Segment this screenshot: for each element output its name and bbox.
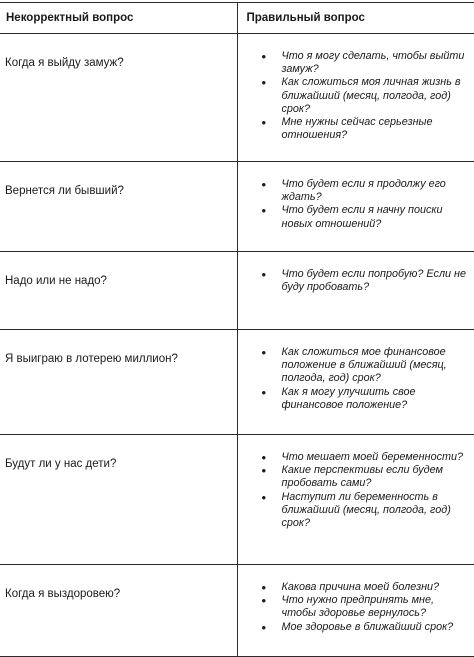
incorrect-question: Надо или не надо?	[0, 252, 237, 288]
incorrect-question-cell	[0, 435, 237, 565]
incorrect-question: Вернется ли бывший?	[0, 162, 237, 198]
list-item: • Какова причина моей болезни?	[282, 581, 467, 594]
table-header-row	[0, 3, 474, 34]
incorrect-question: Когда я выздоровею?	[0, 565, 237, 601]
correct-questions-cell	[237, 565, 474, 657]
list-item: • Наступит ли беременность в ближайший (месяц, полгода, год) срок?	[282, 491, 467, 531]
table-row	[0, 252, 474, 330]
questions-table	[0, 2, 474, 657]
table-row	[0, 565, 474, 657]
header-correct-cell	[237, 3, 474, 34]
header-incorrect-cell	[0, 3, 237, 34]
correct-questions-list	[238, 162, 474, 231]
incorrect-question-cell	[0, 252, 237, 330]
list-item: • Мне нужны сейчас серьезные отношения?	[282, 116, 467, 142]
correct-questions-list	[238, 34, 474, 142]
correct-questions-cell	[237, 252, 474, 330]
correct-questions-cell	[237, 330, 474, 435]
list-item: • Что я могу сделать, чтобы выйти замуж?	[282, 50, 467, 76]
list-item: • Что будет если попробую? Если не буду пробовать?	[282, 268, 467, 294]
list-item: • Что мешает моей беременности?	[282, 451, 467, 464]
table-row	[0, 162, 474, 252]
list-item: • Мое здоровье в ближайший срок?	[282, 621, 467, 634]
correct-questions-list	[238, 330, 474, 412]
correct-questions-list	[238, 435, 474, 530]
list-item: • Как сложиться моя личная жизнь в ближайший (месяц, полгода, год) срок?	[282, 76, 467, 116]
incorrect-question-cell	[0, 34, 237, 162]
incorrect-question-cell	[0, 330, 237, 435]
header-incorrect-label: Некорректный вопрос	[0, 3, 237, 25]
list-item: • Как сложиться мое финансовое положение в ближайший (месяц, полгода, год) срок?	[282, 346, 467, 386]
table-row	[0, 34, 474, 162]
list-item: • Что будет если я продолжу его ждать?	[282, 178, 467, 204]
correct-questions-cell	[237, 34, 474, 162]
incorrect-question: Когда я выйду замуж?	[0, 34, 237, 70]
correct-questions-list	[238, 252, 474, 294]
list-item: • Что будет если я начну поиски новых отношений?	[282, 204, 467, 230]
incorrect-question-cell	[0, 565, 237, 657]
incorrect-question: Я выиграю в лотерею миллион?	[0, 330, 237, 366]
header-correct-label: Правильный вопрос	[238, 3, 474, 25]
list-item: • Как я могу улучшить свое финансовое положение?	[282, 386, 467, 412]
correct-questions-cell	[237, 162, 474, 252]
incorrect-question-cell	[0, 162, 237, 252]
table-row	[0, 435, 474, 565]
correct-questions-list	[238, 565, 474, 634]
table-row	[0, 330, 474, 435]
list-item: • Какие перспективы если будем пробовать сами?	[282, 464, 467, 490]
incorrect-question: Будут ли у нас дети?	[0, 435, 237, 471]
list-item: • Что нужно предпринять мне, чтобы здоровье вернулось?	[282, 594, 467, 620]
correct-questions-cell	[237, 435, 474, 565]
